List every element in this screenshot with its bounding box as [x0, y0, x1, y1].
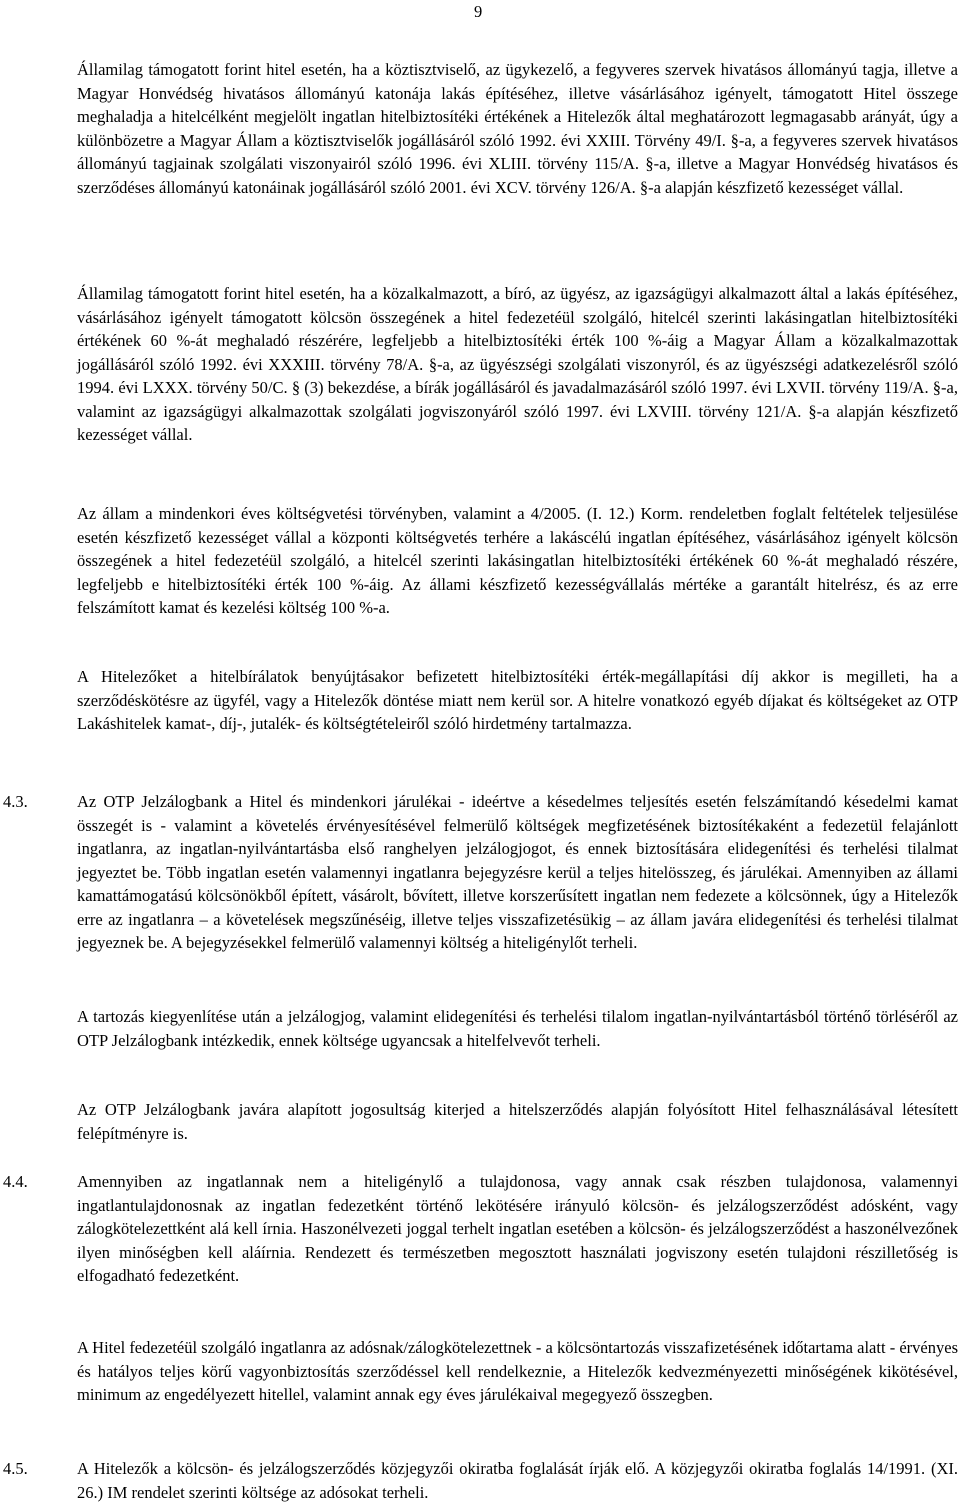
paragraph: A tartozás kiegyenlítése után a jelzálogjog, valamint elidegenítési és terhelési tilalom ingatlan-nyilvántartásból történő törléséről az OTP Jelzálogbank intézkedik, ennek költsége ugyancsak a hitelfelvevőt terheli. [77, 1007, 958, 1050]
paragraph: A Hitel fedezetéül szolgáló ingatlanra az adósnak/zálogkötelezettnek - a kölcsöntartozás visszafizetésének időtartama alatt - érvényes és hatályos teljes körű vagyonbiztosítás szerződéssel kell rendelkeznie, a Hitelezők kedvezményezetti minőségének kikötésével, minimum az engedélyezett hitellel, valamint annak egy éves járulékaival megegyező összegben. [77, 1338, 958, 1404]
section-number: 4.3. [3, 792, 28, 811]
paragraph: Államilag támogatott forint hitel esetén, ha a köztisztviselő, az ügykezelő, a fegyveres szervek hivatásos állományú tagja, illetve a Magyar Honvédség hivatásos állományú katonája lakás építéséhez, illetve vásárlásához igényelt, támogatott Hitel összege meghaladja a hitelcélként megjelölt ingatlan hitelbiztosítéki értékének a Hitelezők által meghatározott legmagasabb arányát, úgy a különbözetre a Magyar Állam a köztisztviselők jogállásáról szóló 1992. évi XXIII. Törvény 49/I. §-a, a fegyveres szervek hivatásos állományú tagjainak szolgálati viszonyairól szóló 1996. évi XLIII. törvény 115/A. §-a, illetve a Magyar Honvédség hivatásos és szerződéses állományú katonáinak jogállásáról szóló 2001. évi XCV. törvény 126/A. §-a alapján készfizető kezességet vállal. [77, 60, 958, 197]
section-number: 4.5. [3, 1459, 28, 1478]
section-number: 4.4. [3, 1172, 28, 1191]
paragraph: Az állam a mindenkori éves költségvetési törvényben, valamint a 4/2005. (I. 12.) Korm. rendeletben foglalt feltételek teljesülése esetén készfizető kezességet vállal a központi költségvetés terhére a lakáscélú ingatlan építéséhez, vásárlásához igényelt kölcsön összegének a hitel fedezetéül szolgáló, a hitelcél szerinti lakásingatlan hitelbiztosítéki értékének 60 %-át meghaladó részére, legfeljebb e hitelbiztosítéki érték 100 %-áig. Az állami készfizető kezességvállalás mértéke a garantált hitelrész, és az erre felszámított kamat és kezelési költség 100 %-a. [77, 504, 958, 617]
page-number: 9 [474, 2, 483, 21]
paragraph: A Hitelezőket a hitelbírálatok benyújtásakor befizetett hitelbiztosítéki érték-megállapítási díj akkor is megilleti, ha a szerződéskötésre az ügyfél, vagy a Hitelezők döntése miatt nem kerül sor. A hitelre vonatkozó egyéb díjakat és költségeket az OTP Lakáshitelek kamat-, díj-, jutalék- és költségtételeiről szóló hirdetmény tartalmazza. [77, 667, 958, 733]
paragraph: A Hitelezők a kölcsön- és jelzálogszerződés közjegyzői okiratba foglalását írják elő. A közjegyzői okiratba foglalás 14/1991. (XI. 26.) IM rendelet szerinti költsége az adósokat terheli. [77, 1459, 958, 1502]
paragraph: Az OTP Jelzálogbank javára alapított jogosultság kiterjed a hitelszerződés alapján folyósított Hitel felhasználásával létesített felépítményre is. [77, 1100, 958, 1143]
paragraph: Az OTP Jelzálogbank a Hitel és mindenkori járulékai - ideértve a késedelmes teljesítés esetén felszámítandó késedelmi kamat összegét is - valamint a követelés érvényesítésével felmerülő költségek megfizetésének biztosítékaként a fedezetül felajánlott ingatlanra, az ingatlan-nyilvántartásba első ranghelyen jelzálogjogot, és ennek biztosítására elidegenítési és terhelési tilalmat jegyeztet be. Több ingatlan esetén valamennyi ingatlanra bejegyzésre kerül a teljes hitelösszeg, és járulékai. Amennyiben az állami kamattámogatású kölcsönökből épített, vásárolt, bővített, illetve korszerűsített ingatlan nem fedezete a kölcsönnek, úgy a Hitelezők erre az ingatlanra – a követelések megszűnéséig, illetve teljes visszafizetésükig – az állam javára elidegenítési és terhelési tilalmat jegyeznek be. A bejegyzésekkel felmerülő valamennyi költség a hiteligénylőt terheli. [77, 792, 958, 952]
paragraph: Államilag támogatott forint hitel esetén, ha a közalkalmazott, a bíró, az ügyész, az igazságügyi alkalmazott által a lakás építéséhez, vásárlásához igényelt támogatott kölcsön összegének a hitel fedezetéül szolgáló, hitelcél szerinti lakásingatlan hitelbiztosítéki értékének 60 %-át meghaladó részérére, legfeljebb a hitelbiztosítéki érték 100 %-áig a Magyar Állam a közalkalmazottak jogállásáról szóló 1992. évi XXXIII. törvény 78/A. §-a, az ügyészségi szolgálati viszonyról, és az ügyészségi adatkezelésről szóló 1994. évi LXXX. törvény 50/C. § (3) bekezdése, a bírák jogállásáról és javadalmazásáról szóló 1997. évi LXVII. törvény 119/A. §-a, valamint az igazságügyi alkalmazottak szolgálati jogviszonyáról szóló 1997. évi LXVIII. törvény 121/A. §-a alapján készfizető kezességet vállal. [77, 284, 958, 444]
paragraph: Amennyiben az ingatlannak nem a hiteligénylő a tulajdonosa, vagy annak csak részben tulajdonosa, valamennyi ingatlantulajdonosnak az ingatlan fedezetként történő lekötésére irányuló kölcsön- és jelzálogszerződést adósként, vagy zálogkötelezettként alá kell írnia. Haszonélvezeti joggal terhelt ingatlan esetében a kölcsön- és jelzálogszerződést a haszonélvezőnek ilyen minőségben kell aláírnia. Rendezett és természetben megosztott használati jogviszony esetén tulajdoni részilletőség is elfogadható fedezetként. [77, 1172, 958, 1285]
